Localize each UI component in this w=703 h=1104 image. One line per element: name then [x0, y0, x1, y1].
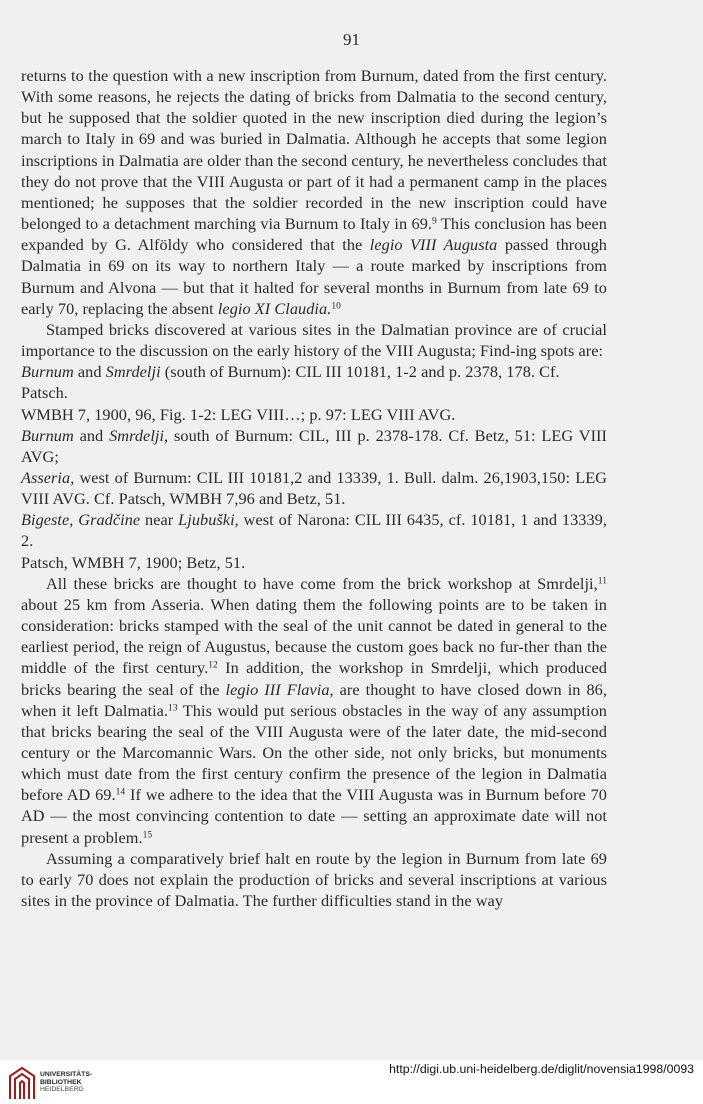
digitization-footer — [0, 1060, 703, 1104]
footnote-ref-9[interactable]: 9 — [432, 216, 437, 227]
findspot-entry: Burnum and Smrdelji, south of Burnum: CIL, III p. 2378-178. Cf. Betz, 51: LEG VIII AVG; — [21, 425, 607, 466]
source-url-link[interactable]: http://digi.ub.uni-heidelberg.de/diglit/novensia1998/0093 — [389, 1062, 694, 1076]
findspot-entry: Asseria, west of Burnum: CIL III 10181,2 and 13339, 1. Bull. dalm. 26,1903,150: LEG VIII AVG. Cf. Patsch, WMBH 7,96 and Betz, 51. — [21, 467, 607, 509]
footnote-ref-15[interactable]: 15 — [142, 829, 153, 840]
footnote-ref-13[interactable]: 13 — [168, 703, 178, 713]
page-number: 91 — [343, 30, 360, 49]
paragraph-2: Stamped bricks discovered at various sites in the Dalmatian province are of crucial importance to the discussion on the early history of the VIII Augusta; Find-ing spots are: — [21, 319, 607, 361]
footnote-ref-11[interactable]: 11 — [597, 576, 607, 587]
findspot-entry: Burnum and Smrdelji (south of Burnum): CIL III 10181, 1-2 and p. 2378, 178. Cf. Patsch. — [21, 362, 560, 403]
footnote-ref-12[interactable]: 12 — [208, 660, 218, 671]
findspot-entry: Patsch, WMBH 7, 1900; Betz, 51. — [21, 552, 246, 572]
body-text — [21, 65, 607, 911]
findspot-entry: WMBH 7, 1900, 96, Fig. 1-2: LEG VIII…; p. 97: LEG VIII AVG. — [21, 404, 456, 424]
library-name: UNIVERSITÄTS- BIBLIOTHEK HEIDELBERG — [40, 1071, 93, 1094]
footnote-ref-14[interactable]: 14 — [115, 787, 126, 798]
university-library-logo-icon — [8, 1066, 36, 1100]
findspot-entry: Bigeste, Gradčine near Ljubuški, west of Narona: CIL III 6435, cf. 10181, 1 and 13339, 2. — [21, 510, 607, 551]
paragraph-3: All these bricks are thought to have come from the brick workshop at Smrdelji,$^{11}$ about 25 km from Asseria. When dating them the following points are to be taken in consideration: bricks stamped with the seal of the unit cannot be dated in general to the earliest period, the reign of Augustus, because the custom goes back no fur-ther than the middle of the first century.$^{12}$ In addition, the workshop in Smrdelji, which produced bricks bearing the seal of the legio III Flavia, are thought to have closed down in 86, when it left Dalmatia.$^{13}$ This would put serious obstacles in the way of any assumption that bricks bearing the seal of the VIII Augusta were of the later date, the mid-second century or the Marcomannic Wars. On the other side, not only bricks, but monuments which must date from the first century confirm the presence of the legion in Dalmatia before AD 69.14 If we adhere to the idea that the VIII Augusta was in Burnum before 70 AD — the most convincing contention to date — setting an approximate date will not present a problem.$^{15}$ — [21, 573, 607, 847]
paragraph-1: returns to the question with a new inscription from Burnum, dated from the first century. With some reasons, he rejects the dating of bricks from Dalmatia to the second century, but he supposed that the soldier quoted in the new inscription died during the legion’s march to Italy in 69 and was buried in Dalmatia. Although he accepts that some legion inscriptions in Dalmatia are older than the second century, he nevertheless concludes that they do not prove that the VIII Augusta or part of it had a permanent camp in the places mentioned; he supposes that the soldier recorded in the new inscription could have belonged to a detachment marching via Burnum to Italy in 69.$^9$ This conclusion has been expanded by G. Alföldy who considered that the legio VIII Augusta passed through Dalmatia in 69 on its way to northern Italy — a route marked by inscriptions from Burnum and Alvona — but that it halted for several months in Burnum from late 69 to early 70, replacing the absent legio XI Claudia.$^{10}$ — [21, 66, 607, 318]
footnote-ref-10[interactable]: 10 — [331, 301, 341, 312]
paragraph-4: Assuming a comparatively brief halt en route by the legion in Burnum from late 69 to early 70 does not explain the production of bricks and several inscriptions at various sites in the province of Dalmatia. The further difficulties stand in the way — [21, 848, 607, 911]
